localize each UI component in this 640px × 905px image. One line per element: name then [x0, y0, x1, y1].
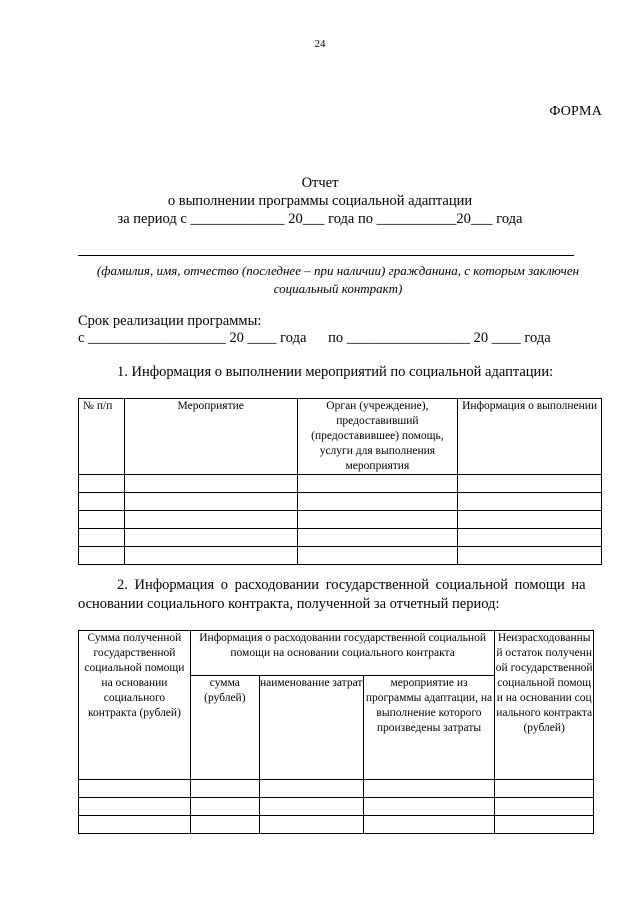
col-activity: Мероприятие [124, 399, 297, 475]
section1-heading: 1. Информация о выполнении мероприятий по социальной адаптации: [117, 364, 554, 380]
table-cell [458, 475, 602, 493]
table-row [79, 529, 602, 547]
table-cell [297, 529, 458, 547]
table-cell [259, 816, 363, 834]
section2-heading-line2: основании социального контракта, полученной за отчетный период: [78, 596, 500, 612]
col-number: № п/п [79, 399, 125, 475]
activities-table [78, 398, 602, 565]
table-cell [124, 475, 297, 493]
table-cell [363, 798, 495, 816]
table-row [79, 493, 602, 511]
table-cell [297, 511, 458, 529]
table-cell [124, 511, 297, 529]
table-cell [363, 816, 495, 834]
table-cell [79, 511, 125, 529]
table-cell [79, 529, 125, 547]
section2-heading-line1: 2. Информация о расходовании государственной социальной помощи на [117, 577, 586, 593]
table-cell [79, 547, 125, 565]
table-cell [259, 798, 363, 816]
col-expense-name: наименование затрат [259, 676, 363, 780]
table-row [79, 547, 602, 565]
table-cell [458, 547, 602, 565]
expenses-table [78, 630, 594, 834]
table-row [79, 475, 602, 493]
report-subtitle: о выполнении программы социальной адаптации [167, 193, 473, 209]
table-cell [124, 547, 297, 565]
table-cell [363, 780, 495, 798]
table-row [79, 780, 594, 798]
col-program-activity: мероприятие из программы адаптации, на выполнение которого произведены затраты [363, 676, 495, 780]
table-cell [190, 816, 259, 834]
table-cell [495, 798, 594, 816]
table-cell [190, 780, 259, 798]
table-cell [458, 511, 602, 529]
table-cell [79, 798, 191, 816]
table-cell [190, 798, 259, 816]
fio-blank-line [78, 255, 574, 256]
table-cell [124, 529, 297, 547]
table-cell [458, 529, 602, 547]
col-spending-info: Информация о расходовании государственной социальной помощи на основании социального контракта [190, 631, 494, 676]
table-cell [259, 780, 363, 798]
table-cell [297, 493, 458, 511]
table-cell [79, 780, 191, 798]
report-title: Отчет [301, 175, 339, 191]
col-received-sum: Сумма полученной государственной социальной помощи на основании социального контракта (рублей) [79, 631, 191, 780]
table-cell [495, 816, 594, 834]
program-term-label: Срок реализации программы: [78, 313, 262, 329]
fio-caption: (фамилия, имя, отчество (последнее – при наличии) гражданина, с которым заключен социальный контракт) [96, 263, 580, 296]
table-cell [124, 493, 297, 511]
table-row [79, 511, 602, 529]
page-number: 24 [314, 38, 326, 50]
table-cell [297, 475, 458, 493]
form-label: ФОРМА [549, 104, 602, 119]
table-cell [79, 475, 125, 493]
col-remainder: Неизрасходованный остаток полученной государственной социальной помощи на основании социального контракта (рублей) [495, 631, 594, 780]
table-cell [495, 780, 594, 798]
table-cell [79, 816, 191, 834]
col-spent-sum: сумма (рублей) [190, 676, 259, 780]
col-info: Информация о выполнении [458, 399, 602, 475]
table-row [79, 798, 594, 816]
table-cell [297, 547, 458, 565]
col-organization: Орган (учреждение), предоставивший (предоставившее) помощь, услуги для выполнения мероприятия [297, 399, 458, 475]
table-cell [458, 493, 602, 511]
table-cell [79, 493, 125, 511]
program-term-line: с ___________________ 20 ____ года по _________________ 20 ____ года [78, 330, 551, 346]
report-period: за период с _____________ 20___ года по ___________20___ года [117, 211, 523, 227]
table-row [79, 816, 594, 834]
